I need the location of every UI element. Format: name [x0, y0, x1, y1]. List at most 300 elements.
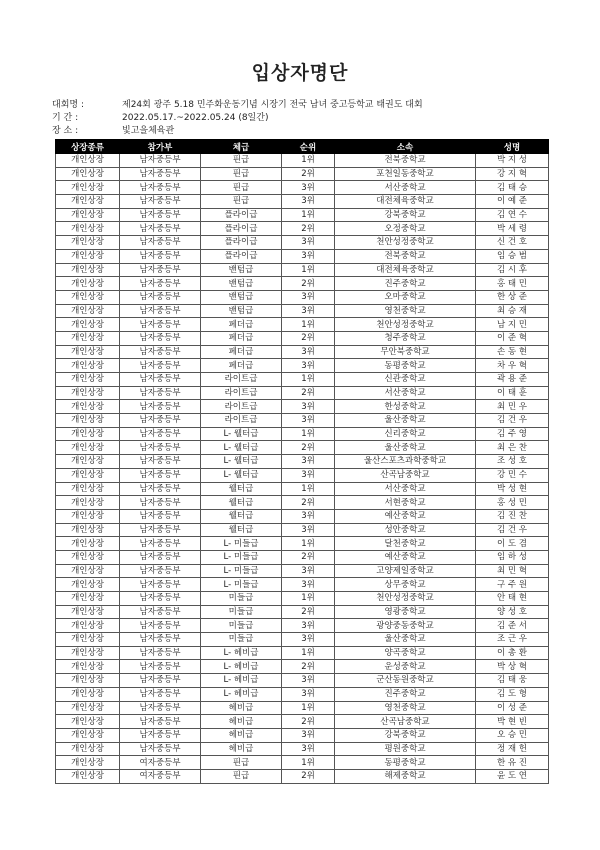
table-row — [56, 482, 549, 496]
cell-rank: 2위 — [282, 277, 335, 291]
cell-name: 김 태 승 — [476, 181, 549, 195]
cell-weight-class: 핀급 — [201, 167, 282, 181]
column-header-division: 참가부 — [120, 140, 201, 154]
cell-rank: 3위 — [282, 195, 335, 209]
cell-weight-class: L- 미들급 — [201, 578, 282, 592]
cell-weight-class: 헤비급 — [201, 715, 282, 729]
cell-name: 조 근 우 — [476, 633, 549, 647]
cell-weight-class: 웰터급 — [201, 523, 282, 537]
cell-award-type: 개인상장 — [56, 181, 120, 195]
cell-award-type: 개인상장 — [56, 318, 120, 332]
cell-award-type: 개인상장 — [56, 331, 120, 345]
cell-name: 남 지 민 — [476, 318, 549, 332]
cell-rank: 3위 — [282, 249, 335, 263]
cell-weight-class: 플라이급 — [201, 249, 282, 263]
cell-division: 남자중등부 — [120, 236, 201, 250]
cell-affiliation: 산곡남중학교 — [335, 715, 476, 729]
cell-division: 남자중등부 — [120, 195, 201, 209]
cell-name: 김 태 웅 — [476, 674, 549, 688]
table-row — [56, 496, 549, 510]
cell-name: 이 성 준 — [476, 701, 549, 715]
cell-award-type: 개인상장 — [56, 195, 120, 209]
cell-name: 김 건 우 — [476, 523, 549, 537]
cell-division: 남자중등부 — [120, 263, 201, 277]
table-row — [56, 331, 549, 345]
cell-division: 남자중등부 — [120, 455, 201, 469]
cell-rank: 2위 — [282, 769, 335, 783]
cell-affiliation: 산곡남중학교 — [335, 468, 476, 482]
cell-rank: 1위 — [282, 373, 335, 387]
cell-weight-class: 밴텀급 — [201, 263, 282, 277]
cell-rank: 3위 — [282, 181, 335, 195]
cell-name: 박 상 혁 — [476, 660, 549, 674]
cell-weight-class: 미들급 — [201, 633, 282, 647]
cell-rank: 2위 — [282, 441, 335, 455]
table-row — [56, 263, 549, 277]
cell-name: 한 유 진 — [476, 756, 549, 770]
cell-weight-class: 미들급 — [201, 592, 282, 606]
cell-weight-class: 헤비급 — [201, 701, 282, 715]
cell-weight-class: L- 미들급 — [201, 564, 282, 578]
cell-rank: 2위 — [282, 660, 335, 674]
cell-award-type: 개인상장 — [56, 633, 120, 647]
cell-name: 김 진 찬 — [476, 509, 549, 523]
table-row — [56, 249, 549, 263]
cell-name: 이 준 혁 — [476, 331, 549, 345]
cell-award-type: 개인상장 — [56, 578, 120, 592]
table-row — [56, 208, 549, 222]
table-row — [56, 742, 549, 756]
table-row — [56, 728, 549, 742]
cell-division: 남자중등부 — [120, 414, 201, 428]
cell-weight-class: 밴텀급 — [201, 277, 282, 291]
table-row — [56, 304, 549, 318]
cell-division: 남자중등부 — [120, 427, 201, 441]
cell-name: 오 승 민 — [476, 728, 549, 742]
cell-weight-class: L- 헤비급 — [201, 687, 282, 701]
cell-affiliation: 서산중학교 — [335, 386, 476, 400]
cell-weight-class: 라이트급 — [201, 373, 282, 387]
table-row — [56, 277, 549, 291]
cell-rank: 1위 — [282, 263, 335, 277]
table-row — [56, 523, 549, 537]
table-row — [56, 633, 549, 647]
cell-rank: 2위 — [282, 167, 335, 181]
cell-rank: 3위 — [282, 400, 335, 414]
cell-affiliation: 전북중학교 — [335, 154, 476, 168]
cell-division: 남자중등부 — [120, 728, 201, 742]
cell-division: 남자중등부 — [120, 633, 201, 647]
cell-affiliation: 평원중학교 — [335, 742, 476, 756]
cell-division: 남자중등부 — [120, 154, 201, 168]
cell-name: 곽 용 준 — [476, 373, 549, 387]
event-period-line — [52, 112, 268, 124]
cell-affiliation: 영천중학교 — [335, 701, 476, 715]
cell-name: 양 성 호 — [476, 605, 549, 619]
cell-affiliation: 서산중학교 — [335, 181, 476, 195]
cell-award-type: 개인상장 — [56, 414, 120, 428]
cell-division: 남자중등부 — [120, 222, 201, 236]
cell-award-type: 개인상장 — [56, 742, 120, 756]
cell-division: 남자중등부 — [120, 646, 201, 660]
cell-award-type: 개인상장 — [56, 167, 120, 181]
cell-name: 최 은 찬 — [476, 441, 549, 455]
cell-division: 남자중등부 — [120, 550, 201, 564]
cell-name: 최 민 우 — [476, 400, 549, 414]
cell-name: 한 상 준 — [476, 290, 549, 304]
cell-rank: 3위 — [282, 523, 335, 537]
cell-rank: 1위 — [282, 154, 335, 168]
cell-weight-class: 페더급 — [201, 331, 282, 345]
cell-name: 홍 성 민 — [476, 496, 549, 510]
cell-division: 남자중등부 — [120, 605, 201, 619]
cell-award-type: 개인상장 — [56, 769, 120, 783]
table-row — [56, 195, 549, 209]
cell-rank: 3위 — [282, 345, 335, 359]
table-row — [56, 318, 549, 332]
cell-weight-class: L- 미들급 — [201, 537, 282, 551]
cell-rank: 1위 — [282, 646, 335, 660]
cell-award-type: 개인상장 — [56, 468, 120, 482]
cell-name: 윤 도 연 — [476, 769, 549, 783]
table-row — [56, 646, 549, 660]
cell-division: 남자중등부 — [120, 386, 201, 400]
cell-affiliation: 예산중학교 — [335, 550, 476, 564]
cell-award-type: 개인상장 — [56, 605, 120, 619]
cell-rank: 2위 — [282, 605, 335, 619]
cell-division: 남자중등부 — [120, 537, 201, 551]
table-row — [56, 619, 549, 633]
cell-name: 박 지 성 — [476, 154, 549, 168]
cell-rank: 2위 — [282, 496, 335, 510]
cell-division: 남자중등부 — [120, 687, 201, 701]
cell-rank: 1위 — [282, 482, 335, 496]
cell-affiliation: 울산스포츠과학중학교 — [335, 455, 476, 469]
cell-division: 남자중등부 — [120, 523, 201, 537]
cell-award-type: 개인상장 — [56, 646, 120, 660]
cell-affiliation: 해제중학교 — [335, 769, 476, 783]
table-row — [56, 769, 549, 783]
cell-weight-class: L- 헤비급 — [201, 660, 282, 674]
cell-award-type: 개인상장 — [56, 441, 120, 455]
cell-award-type: 개인상장 — [56, 660, 120, 674]
cell-weight-class: 헤비급 — [201, 728, 282, 742]
cell-name: 박 세 령 — [476, 222, 549, 236]
cell-name: 정 재 헌 — [476, 742, 549, 756]
cell-name: 박 성 현 — [476, 482, 549, 496]
event-period-value: 2022.05.17.~2022.05.24 (8일간) — [122, 113, 269, 123]
cell-name: 강 민 수 — [476, 468, 549, 482]
table-row — [56, 154, 549, 168]
cell-affiliation: 한성중학교 — [335, 400, 476, 414]
cell-rank: 1위 — [282, 537, 335, 551]
table-row — [56, 222, 549, 236]
cell-rank: 2위 — [282, 386, 335, 400]
column-header-name: 성명 — [476, 140, 549, 154]
cell-award-type: 개인상장 — [56, 509, 120, 523]
table-row — [56, 701, 549, 715]
cell-rank: 3위 — [282, 564, 335, 578]
cell-affiliation: 달천중학교 — [335, 537, 476, 551]
cell-rank: 3위 — [282, 236, 335, 250]
cell-award-type: 개인상장 — [56, 154, 120, 168]
cell-affiliation: 동평중학교 — [335, 756, 476, 770]
cell-affiliation: 동평중학교 — [335, 359, 476, 373]
cell-division: 남자중등부 — [120, 496, 201, 510]
cell-affiliation: 대전체육중학교 — [335, 263, 476, 277]
cell-name: 안 태 현 — [476, 592, 549, 606]
table-header-row — [56, 140, 549, 154]
table-row — [56, 427, 549, 441]
table-row — [56, 167, 549, 181]
table-row — [56, 386, 549, 400]
cell-award-type: 개인상장 — [56, 304, 120, 318]
cell-name: 김 시 후 — [476, 263, 549, 277]
table-row — [56, 592, 549, 606]
cell-name: 강 지 혁 — [476, 167, 549, 181]
cell-division: 남자중등부 — [120, 345, 201, 359]
cell-award-type: 개인상장 — [56, 687, 120, 701]
event-name-line — [52, 99, 423, 111]
cell-rank: 2위 — [282, 715, 335, 729]
cell-rank: 1위 — [282, 756, 335, 770]
cell-weight-class: 웰터급 — [201, 496, 282, 510]
cell-name: 최 민 혁 — [476, 564, 549, 578]
cell-division: 남자중등부 — [120, 359, 201, 373]
cell-division: 남자중등부 — [120, 619, 201, 633]
cell-weight-class: L- 웰터급 — [201, 468, 282, 482]
cell-weight-class: 라이트급 — [201, 400, 282, 414]
table-row — [56, 537, 549, 551]
cell-award-type: 개인상장 — [56, 482, 120, 496]
cell-award-type: 개인상장 — [56, 236, 120, 250]
cell-name: 차 우 혁 — [476, 359, 549, 373]
cell-award-type: 개인상장 — [56, 400, 120, 414]
cell-division: 남자중등부 — [120, 715, 201, 729]
cell-affiliation: 무안북중학교 — [335, 345, 476, 359]
cell-rank: 1위 — [282, 318, 335, 332]
cell-affiliation: 오정중학교 — [335, 222, 476, 236]
cell-rank: 3위 — [282, 468, 335, 482]
cell-affiliation: 양곡중학교 — [335, 646, 476, 660]
cell-name: 손 동 현 — [476, 345, 549, 359]
cell-weight-class: 핀급 — [201, 756, 282, 770]
cell-division: 남자중등부 — [120, 592, 201, 606]
table-row — [56, 468, 549, 482]
cell-affiliation: 상무중학교 — [335, 578, 476, 592]
cell-division: 남자중등부 — [120, 318, 201, 332]
cell-division: 남자중등부 — [120, 509, 201, 523]
table-row — [56, 345, 549, 359]
column-header-weight-class: 체급 — [201, 140, 282, 154]
cell-affiliation: 서산중학교 — [335, 482, 476, 496]
cell-award-type: 개인상장 — [56, 592, 120, 606]
table-row — [56, 715, 549, 729]
cell-weight-class: L- 웰터급 — [201, 427, 282, 441]
cell-rank: 1위 — [282, 427, 335, 441]
cell-award-type: 개인상장 — [56, 496, 120, 510]
table-row — [56, 373, 549, 387]
cell-weight-class: 라이트급 — [201, 414, 282, 428]
cell-award-type: 개인상장 — [56, 208, 120, 222]
cell-weight-class: 페더급 — [201, 318, 282, 332]
cell-rank: 3위 — [282, 304, 335, 318]
cell-rank: 3위 — [282, 455, 335, 469]
table-row — [56, 687, 549, 701]
cell-division: 남자중등부 — [120, 373, 201, 387]
cell-award-type: 개인상장 — [56, 277, 120, 291]
cell-division: 남자중등부 — [120, 181, 201, 195]
cell-name: 이 도 겸 — [476, 537, 549, 551]
table-row — [56, 756, 549, 770]
table-row — [56, 455, 549, 469]
cell-rank: 3위 — [282, 633, 335, 647]
cell-name: 김 도 형 — [476, 687, 549, 701]
cell-division: 남자중등부 — [120, 660, 201, 674]
cell-division: 남자중등부 — [120, 167, 201, 181]
cell-rank: 2위 — [282, 331, 335, 345]
cell-name: 이 예 준 — [476, 195, 549, 209]
cell-affiliation: 울산중학교 — [335, 414, 476, 428]
cell-weight-class: 밴텀급 — [201, 304, 282, 318]
table-row — [56, 660, 549, 674]
cell-weight-class: 미들급 — [201, 619, 282, 633]
cell-affiliation: 진주중학교 — [335, 277, 476, 291]
cell-award-type: 개인상장 — [56, 222, 120, 236]
cell-award-type: 개인상장 — [56, 674, 120, 688]
cell-weight-class: L- 헤비급 — [201, 646, 282, 660]
cell-rank: 3위 — [282, 742, 335, 756]
cell-weight-class: 핀급 — [201, 181, 282, 195]
cell-weight-class: 웰터급 — [201, 482, 282, 496]
cell-affiliation: 광양중동중학교 — [335, 619, 476, 633]
cell-weight-class: 밴텀급 — [201, 290, 282, 304]
cell-division: 남자중등부 — [120, 564, 201, 578]
cell-rank: 3위 — [282, 414, 335, 428]
table-row — [56, 564, 549, 578]
table-row — [56, 578, 549, 592]
cell-name: 최 승 재 — [476, 304, 549, 318]
cell-affiliation: 고양제일중학교 — [335, 564, 476, 578]
table-row — [56, 236, 549, 250]
cell-name: 김 연 수 — [476, 208, 549, 222]
cell-affiliation: 천안성정중학교 — [335, 236, 476, 250]
event-period-label: 기 간 : — [52, 113, 79, 123]
cell-name: 김 주 영 — [476, 427, 549, 441]
event-name-value: 제24회 광주 5.18 민주화운동기념 시장기 전국 남녀 중고등학교 태권도 대회 — [122, 100, 423, 110]
page-title: 입상자명단 — [251, 62, 349, 84]
cell-name: 김 건 우 — [476, 414, 549, 428]
cell-rank: 3위 — [282, 619, 335, 633]
cell-weight-class: 핀급 — [201, 769, 282, 783]
cell-affiliation: 운성중학교 — [335, 660, 476, 674]
cell-weight-class: L- 웰터급 — [201, 455, 282, 469]
cell-affiliation: 울산중학교 — [335, 441, 476, 455]
cell-affiliation: 군산동원중학교 — [335, 674, 476, 688]
cell-rank: 3위 — [282, 578, 335, 592]
event-name-label: 대회명 : — [52, 100, 84, 110]
table-row — [56, 414, 549, 428]
cell-award-type: 개인상장 — [56, 455, 120, 469]
cell-affiliation: 예산중학교 — [335, 509, 476, 523]
cell-name: 박 현 빈 — [476, 715, 549, 729]
cell-award-type: 개인상장 — [56, 728, 120, 742]
cell-division: 여자중등부 — [120, 756, 201, 770]
cell-division: 남자중등부 — [120, 441, 201, 455]
cell-affiliation: 강북중학교 — [335, 728, 476, 742]
cell-division: 남자중등부 — [120, 277, 201, 291]
cell-weight-class: 웰터급 — [201, 509, 282, 523]
column-header-affiliation: 소속 — [335, 140, 476, 154]
table-row — [56, 441, 549, 455]
cell-rank: 3위 — [282, 687, 335, 701]
cell-name: 김 준 서 — [476, 619, 549, 633]
table-row — [56, 359, 549, 373]
cell-rank: 2위 — [282, 222, 335, 236]
cell-affiliation: 전북중학교 — [335, 249, 476, 263]
cell-award-type: 개인상장 — [56, 386, 120, 400]
cell-weight-class: 플라이급 — [201, 236, 282, 250]
cell-name: 홍 태 민 — [476, 277, 549, 291]
cell-award-type: 개인상장 — [56, 290, 120, 304]
cell-affiliation: 천안성정중학교 — [335, 592, 476, 606]
cell-weight-class: L- 미들급 — [201, 550, 282, 564]
cell-award-type: 개인상장 — [56, 564, 120, 578]
table-row — [56, 400, 549, 414]
cell-rank: 3위 — [282, 359, 335, 373]
table-row — [56, 605, 549, 619]
cell-division: 남자중등부 — [120, 578, 201, 592]
cell-affiliation: 천안성정중학교 — [335, 318, 476, 332]
cell-weight-class: 핀급 — [201, 154, 282, 168]
cell-affiliation: 포천일동중학교 — [335, 167, 476, 181]
cell-award-type: 개인상장 — [56, 249, 120, 263]
column-header-award-type: 상장종류 — [56, 140, 120, 154]
column-header-rank: 순위 — [282, 140, 335, 154]
cell-weight-class: 미들급 — [201, 605, 282, 619]
cell-division: 남자중등부 — [120, 468, 201, 482]
event-place-value: 빛고을체육관 — [122, 126, 175, 136]
winners-table — [55, 139, 549, 784]
cell-affiliation: 성안중학교 — [335, 523, 476, 537]
event-place-label: 장 소 : — [52, 126, 79, 136]
cell-weight-class: 헤비급 — [201, 742, 282, 756]
cell-division: 남자중등부 — [120, 290, 201, 304]
table-row — [56, 509, 549, 523]
cell-name: 임 하 성 — [476, 550, 549, 564]
cell-affiliation: 청주중학교 — [335, 331, 476, 345]
cell-affiliation: 오마중학교 — [335, 290, 476, 304]
cell-affiliation: 대전체육중학교 — [335, 195, 476, 209]
cell-award-type: 개인상장 — [56, 756, 120, 770]
table-row — [56, 181, 549, 195]
cell-award-type: 개인상장 — [56, 359, 120, 373]
cell-weight-class: 라이트급 — [201, 386, 282, 400]
cell-award-type: 개인상장 — [56, 523, 120, 537]
cell-name: 신 건 호 — [476, 236, 549, 250]
cell-name: 이 총 환 — [476, 646, 549, 660]
cell-division: 남자중등부 — [120, 400, 201, 414]
cell-award-type: 개인상장 — [56, 550, 120, 564]
cell-division: 남자중등부 — [120, 674, 201, 688]
event-place-line — [52, 125, 174, 137]
table-body — [56, 154, 549, 784]
cell-award-type: 개인상장 — [56, 263, 120, 277]
cell-weight-class: 핀급 — [201, 195, 282, 209]
cell-weight-class: 페더급 — [201, 359, 282, 373]
cell-affiliation: 신리중학교 — [335, 427, 476, 441]
table-row — [56, 550, 549, 564]
